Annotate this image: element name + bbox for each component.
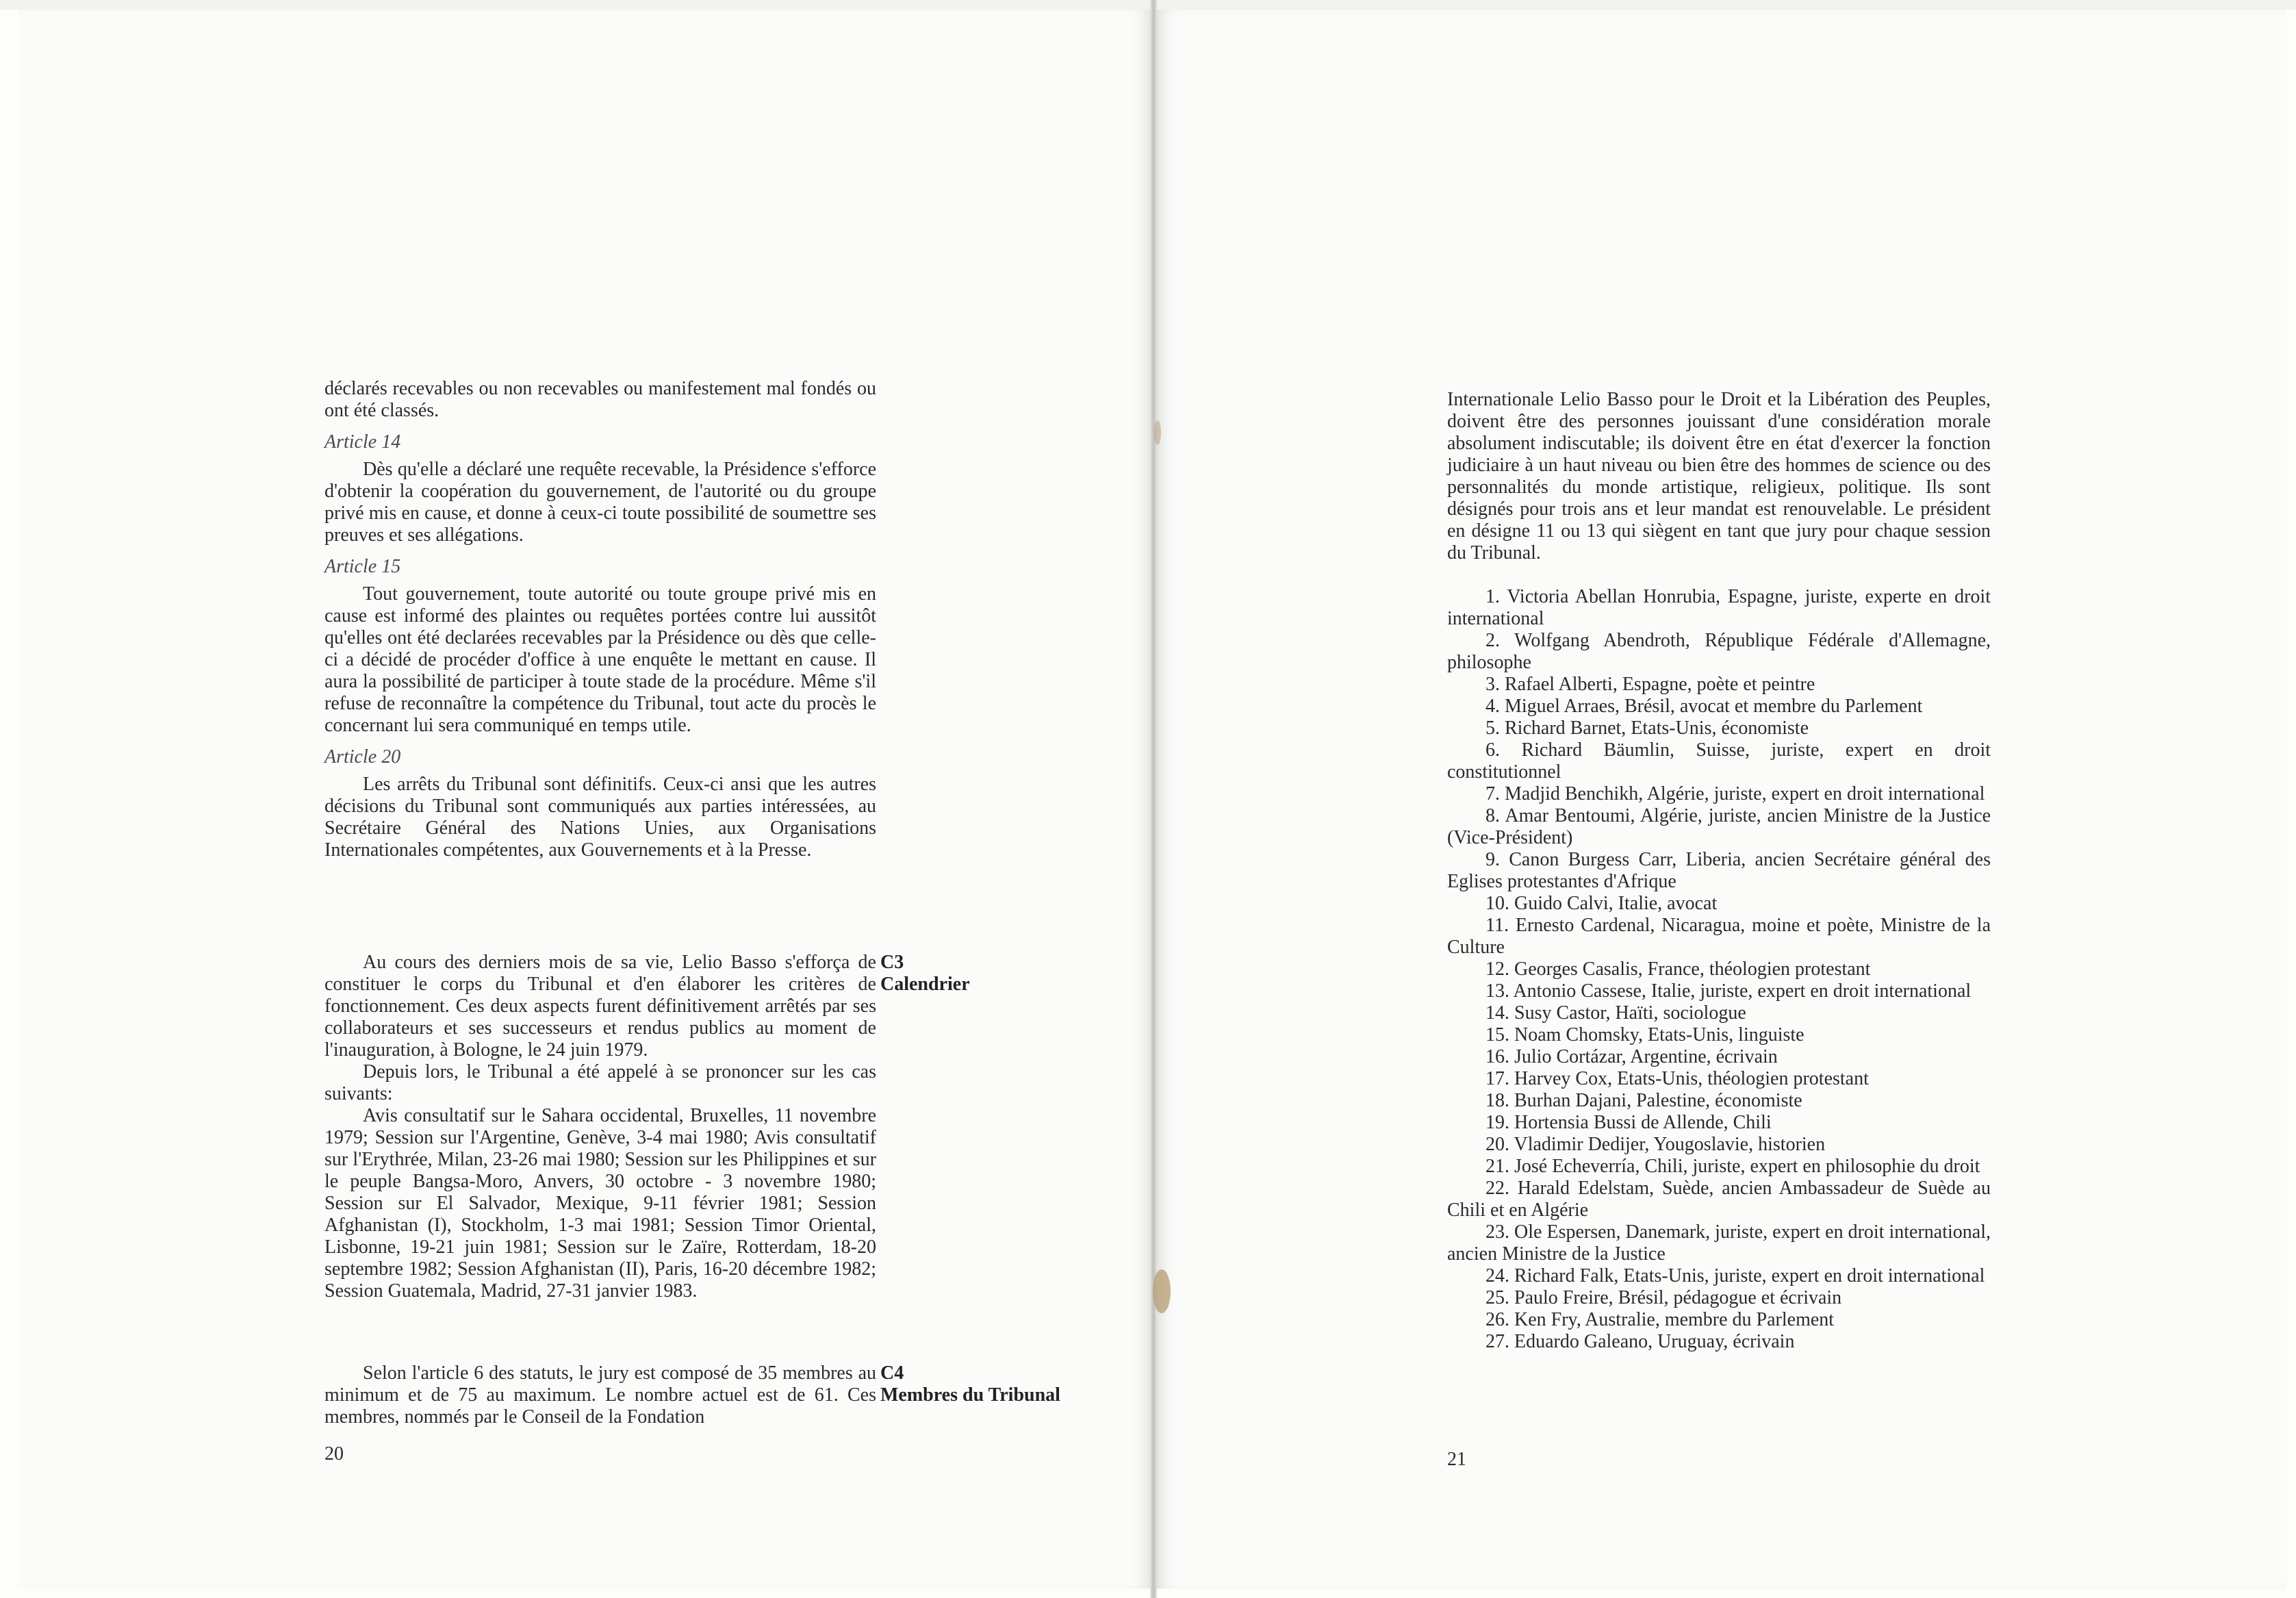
member-list-item: 24. Richard Falk, Etats-Unis, juriste, expert en droit international — [1485, 1265, 1985, 1286]
article-14-text: Dès qu'elle a déclaré une requête recevable, la Présidence s'efforce d'obtenir la coopération du gouvernement, de l'autorité ou du groupe privé mis en cause, et donne à ceux-ci toute possibilité de soumettre ses preuves et ses allégations. — [324, 459, 876, 546]
article-20-text: Les arrêts du Tribunal sont définitifs. Ceux-ci ansi que les autres décisions du Tribunal sont communiqués aux parties intéressées, au Secrétaire Général des Nations Unies, aux Organisations Internationales compétentes, aux Gouvernements et à la Presse. — [324, 774, 876, 861]
scan-top-edge — [0, 0, 2296, 10]
member-list-item: 16. Julio Cortázar, Argentine, écrivain — [1485, 1046, 1778, 1067]
membres-paragraph: Selon l'article 6 des statuts, le jury est composé de 35 membres au minimum et de 75 au maximum. Le nombre actuel est de 61. Ces membres, nommés par le Conseil de la Fondation — [324, 1362, 876, 1428]
member-list-item: 3. Rafael Alberti, Espagne, poète et peintre — [1485, 674, 1815, 695]
article-20-heading: Article 20 — [324, 746, 401, 768]
member-list-item: 18. Burhan Dajani, Palestine, économiste — [1485, 1090, 1802, 1111]
member-list-item: 9. Canon Burgess Carr, Liberia, ancien Secrétaire général des Eglises protestantes d'Afrique — [1447, 849, 1991, 892]
member-list-item: 4. Miguel Arraes, Brésil, avocat et membre du Parlement — [1485, 696, 1923, 717]
page-number-right: 21 — [1447, 1449, 1466, 1470]
calendrier-paragraph-2: Depuis lors, le Tribunal a été appelé à se prononcer sur les cas suivants: — [324, 1061, 876, 1104]
member-list-item: 12. Georges Casalis, France, théologien protestant — [1485, 959, 1871, 980]
calendrier-section — [324, 952, 876, 1302]
section-c3-code: C3 — [880, 952, 904, 973]
section-c4-code: C4 — [880, 1362, 904, 1384]
article-15-heading: Article 15 — [324, 556, 401, 577]
member-list-item: 15. Noam Chomsky, Etats-Unis, linguiste — [1485, 1024, 1804, 1045]
member-list-item: 14. Susy Castor, Haïti, sociologue — [1485, 1002, 1746, 1024]
member-list-item: 11. Ernesto Cardenal, Nicaragua, moine et poète, Ministre de la Culture — [1447, 915, 1991, 958]
member-list-item: 6. Richard Bäumlin, Suisse, juriste, expert en droit constitutionnel — [1447, 739, 1991, 783]
right-page — [1157, 10, 2286, 1588]
calendrier-paragraph-1: Au cours des derniers mois de sa vie, Lelio Basso s'efforça de constituer le corps du Tribunal et d'en élaborer les critères de fonctionnement. Ces deux aspects furent définitivement arrêtés par ses collaborateurs et ses successeurs et rendus publics au moment de l'inauguration, à Bologne, le 24 juin 1979. — [324, 952, 876, 1061]
paper-stain — [1153, 1269, 1171, 1313]
membres-section — [324, 1362, 876, 1428]
section-c4-label — [880, 1362, 1060, 1406]
left-page — [18, 10, 1150, 1588]
member-list-item: 5. Richard Barnet, Etats-Unis, économiste — [1485, 718, 1809, 739]
member-list-item: 17. Harvey Cox, Etats-Unis, théologien protestant — [1485, 1068, 1869, 1089]
member-list-item: 23. Ole Espersen, Danemark, juriste, expert en droit international, ancien Ministre de la Justice — [1447, 1221, 1991, 1265]
intro-paragraph: déclarés recevables ou non recevables ou manifestement mal fondés ou ont été classés. — [324, 378, 876, 421]
member-list-item: 1. Victoria Abellan Honrubia, Espagne, juriste, experte en droit international — [1447, 586, 1991, 629]
article-15-text: Tout gouvernement, toute autorité ou toute groupe privé mis en cause est informé des plaintes ou requêtes portées contre lui aussitôt qu'elles ont été declarées recevables par la Présidence ou dès que celle-ci a décidé de procéder d'office à une enquête le mettant en cause. Il aura la possibilité de participer à toute stade de la procédure. Même s'il refuse de reconnaître la compétence du Tribunal, tout acte du procès le concernant lui sera communiqué en temps utile. — [324, 583, 876, 736]
member-list-item: 8. Amar Bentoumi, Algérie, juriste, ancien Ministre de la Justice (Vice-Président) — [1447, 805, 1991, 848]
paper-stain — [1154, 420, 1161, 445]
member-list-item: 2. Wolfgang Abendroth, République Fédérale d'Allemagne, philosophe — [1447, 630, 1991, 673]
member-list-item: 21. José Echeverría, Chili, juriste, expert en philosophie du droit — [1485, 1156, 1980, 1177]
left-main-column — [324, 378, 876, 861]
calendrier-paragraph-3: Avis consultatif sur le Sahara occidental, Bruxelles, 11 novembre 1979; Session sur l'Argentine, Genève, 3-4 mai 1980; Avis consultatif sur l'Erythrée, Milan, 23-26 mai 1980; Session sur les Philippines et sur le peuple Bangsa-Moro, Anvers, 30 octobre - 3 novembre 1980; Session sur El Salvador, Mexique, 9-11 février 1981; Session Afghanistan (I), Stockholm, 1-3 mai 1981; Session Timor Oriental, Lisbonne, 19-21 juin 1981; Session sur le Zaïre, Rotterdam, 18-20 septembre 1982; Session Afghanistan (II), Paris, 16-20 décembre 1982; Session Guatemala, Madrid, 27-31 janvier 1983. — [324, 1105, 876, 1302]
book-gutter — [1150, 0, 1157, 1598]
foundation-paragraph: Internationale Lelio Basso pour le Droit et la Libération des Peuples, doivent être des personnes jouissant d'une considération morale absolument indiscutable; ils doivent être en état d'exercer la fonction judiciaire à un haut niveau ou bien être des hommes de science ou des personnalités du monde artistique, religieux, politique. Ils sont désignés pour trois ans et leur mandat est renouvelable. Le président en désigne 11 ou 13 qui siègent en tant que jury pour chaque session du Tribunal. — [1447, 389, 1991, 563]
member-list-item: 13. Antonio Cassese, Italie, juriste, expert en droit international — [1485, 980, 1972, 1002]
member-list-item: 27. Eduardo Galeano, Uruguay, écrivain — [1485, 1331, 1795, 1352]
member-list-item: 22. Harald Edelstam, Suède, ancien Ambassadeur de Suède au Chili et en Algérie — [1447, 1178, 1991, 1221]
member-list — [1447, 586, 1991, 1353]
article-14-heading: Article 14 — [324, 431, 401, 453]
member-list-item: 25. Paulo Freire, Brésil, pédagogue et écrivain — [1485, 1287, 1842, 1308]
member-list-item: 20. Vladimir Dedijer, Yougoslavie, historien — [1485, 1134, 1826, 1155]
member-list-item: 19. Hortensia Bussi de Allende, Chili — [1485, 1112, 1772, 1133]
page-number-left: 20 — [324, 1443, 344, 1464]
section-c3-label — [880, 952, 970, 995]
section-c3-title: Calendrier — [880, 974, 970, 995]
member-list-item: 26. Ken Fry, Australie, membre du Parlement — [1485, 1309, 1835, 1330]
section-c4-title: Membres du Tribunal — [880, 1384, 1060, 1406]
right-main-column — [1447, 389, 1991, 1353]
member-list-item: 10. Guido Calvi, Italie, avocat — [1485, 893, 1718, 914]
member-list-item: 7. Madjid Benchikh, Algérie, juriste, expert en droit international — [1485, 783, 1985, 804]
spacer — [1447, 564, 1991, 586]
